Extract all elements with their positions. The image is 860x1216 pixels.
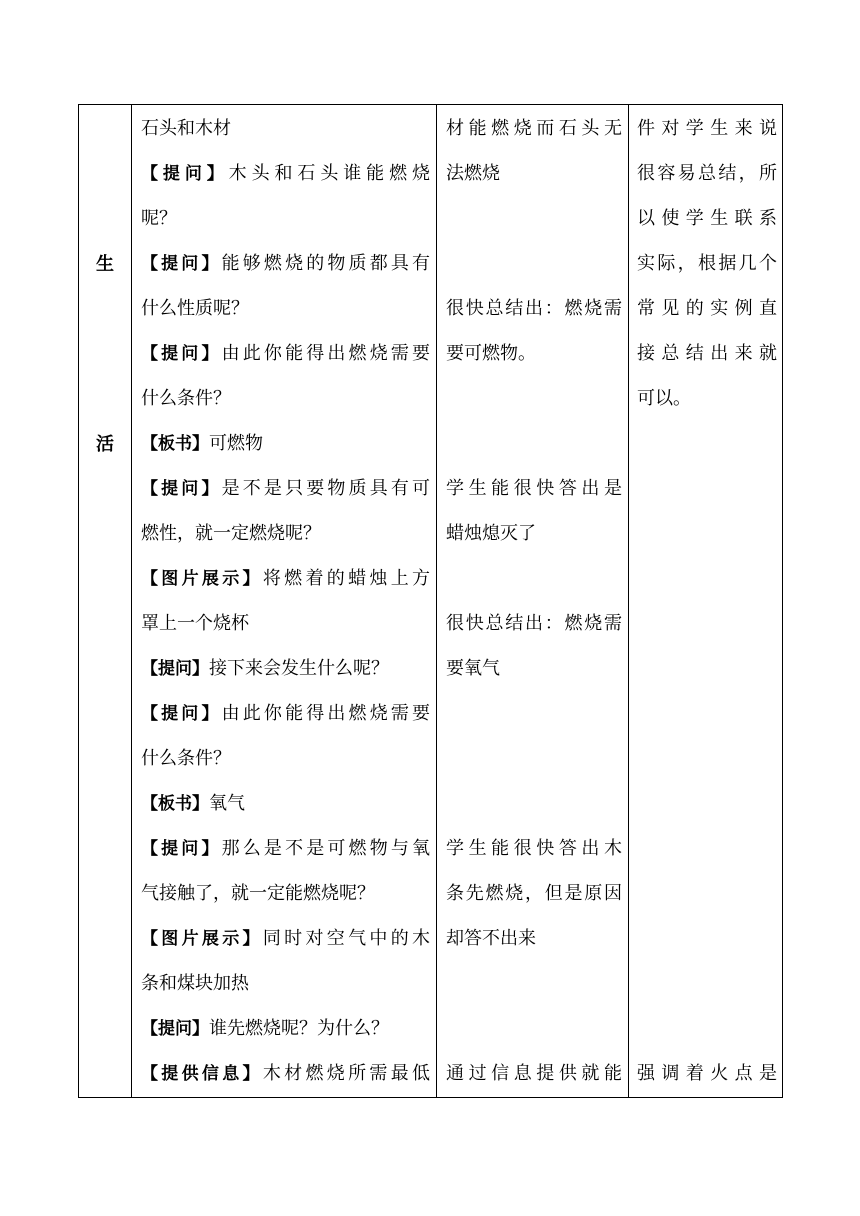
text-line: 却答不出来: [446, 928, 536, 949]
stage-char: 活: [96, 434, 114, 455]
text-line: 强调着火点是: [637, 1063, 777, 1084]
text-line: 条先燃烧，但是原因: [446, 883, 622, 904]
text-line: 通过信息提供就能: [446, 1063, 622, 1084]
text-line: 条和煤块加热: [141, 973, 249, 994]
text-line: 呢？: [141, 208, 177, 229]
text-line: 气接触了，就一定能燃烧呢？: [141, 883, 375, 904]
text-line: 石头和木材: [141, 118, 231, 139]
text-line: 可以。: [637, 388, 691, 409]
text-line: 【提问】由此你能得出燃烧需要: [141, 343, 431, 364]
text-line: 件对学生来说: [637, 118, 777, 139]
stage-cell: [79, 105, 131, 1097]
text-line: 【提问】能够燃烧的物质都具有: [141, 253, 431, 274]
stage-char: 生: [96, 254, 114, 275]
text-line: 法燃烧: [446, 163, 500, 184]
student-activity-cell: [437, 105, 628, 1097]
text-line: 很快总结出：燃烧需: [446, 298, 622, 319]
text-line: 罩上一个烧杯: [141, 613, 249, 634]
text-line: 什么条件？: [141, 388, 231, 409]
text-line: 【板书】氧气: [141, 793, 245, 814]
text-line: 【提问】接下来会发生什么呢？: [141, 658, 389, 679]
text-line: 蜡烛熄灭了: [446, 523, 536, 544]
text-line: 燃性，就一定燃烧呢？: [141, 523, 321, 544]
text-line: 【图片展示】将燃着的蜡烛上方: [141, 568, 431, 589]
text-line: 【提供信息】木材燃烧所需最低: [141, 1063, 431, 1084]
text-line: 【提问】是不是只要物质具有可: [141, 478, 431, 499]
text-line: 学生能很快答出木: [446, 838, 622, 859]
text-line: 要可燃物。: [446, 343, 536, 364]
text-line: 很快总结出：燃烧需: [446, 613, 622, 634]
text-line: 【图片展示】同时对空气中的木: [141, 928, 431, 949]
text-line: 学生能很快答出是: [446, 478, 622, 499]
teacher-activity-cell: [132, 105, 436, 1097]
text-line: 以使学生联系: [637, 208, 777, 229]
text-line: 【提问】木头和石头谁能燃烧: [141, 163, 431, 184]
text-line: 要氧气: [446, 658, 500, 679]
text-line: 什么性质呢？: [141, 298, 249, 319]
text-line: 很容易总结，所: [637, 163, 777, 184]
lesson-plan-table: [78, 104, 783, 1098]
text-line: 材能燃烧而石头无: [446, 118, 622, 139]
text-line: 什么条件？: [141, 748, 231, 769]
text-line: 【板书】可燃物: [141, 433, 263, 454]
text-line: 实际，根据几个: [637, 253, 777, 274]
text-line: 常见的实例直: [637, 298, 777, 319]
text-line: 接总结出来就: [637, 343, 777, 364]
text-line: 【提问】由此你能得出燃烧需要: [141, 703, 431, 724]
design-intent-cell: [629, 105, 783, 1097]
text-line: 【提问】谁先燃烧呢？为什么？: [141, 1018, 389, 1039]
text-line: 【提问】那么是不是可燃物与氧: [141, 838, 431, 859]
